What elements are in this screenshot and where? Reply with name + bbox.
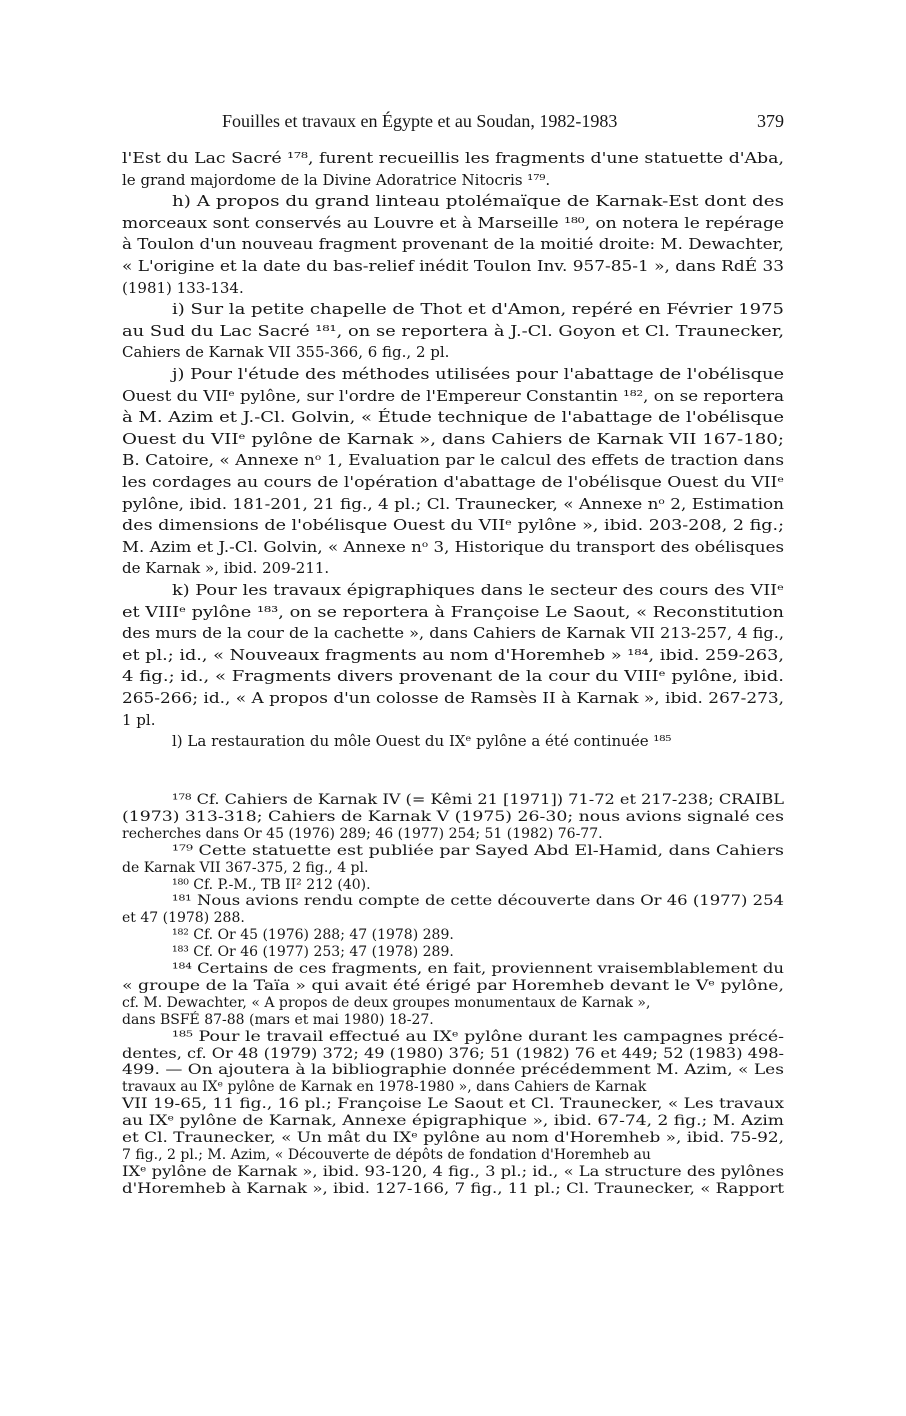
footnote-line — [122, 910, 784, 927]
footnote-line-text: ¹⁸³ Cf. Or 46 (1977) 253; 47 (1978) 289. — [172, 944, 454, 961]
footnote-line-text: d'Horemheb à Karnak », ibid. 127-166, 7 fig., 11 pl.; Cl. Traunecker, « Rapport — [122, 1180, 784, 1197]
footnote-line — [122, 1130, 784, 1147]
body-line-text: à Toulon d'un nouveau fragment provenant de la moitié droite: M. Dewachter, — [122, 235, 784, 254]
footnote-line — [122, 1113, 784, 1130]
body-line-text: morceaux sont conservés au Louvre et à Marseille ¹⁸⁰, on notera le repérage — [122, 213, 784, 232]
body-line — [172, 581, 784, 603]
body-line-text: les cordages au cours de l'opération d'abattage de l'obélisque Ouest du VIIᵉ — [122, 473, 784, 491]
footnote-line-text: et 47 (1978) 288. — [122, 910, 245, 927]
footnote-line — [122, 1147, 784, 1164]
body-line-text: k) Pour les travaux épigraphiques dans le secteur des cours des VIIᵉ — [172, 581, 784, 599]
body-line — [122, 149, 784, 171]
body-line-text: j) Pour l'étude des méthodes utilisées pour l'abattage de l'obélisque — [172, 365, 784, 383]
body-line — [122, 473, 784, 495]
footnote-line-text: ¹⁸¹ Nous avions rendu compte de cette découverte dans Or 46 (1977) 254 — [172, 893, 784, 910]
body-line-text: 1 pl. — [122, 710, 156, 729]
body-line — [122, 495, 784, 517]
footnote-line — [172, 944, 784, 961]
body-line-text: 265-266; id., « A propos d'un colosse de Ramsès II à Karnak », ibid. 267-273, — [122, 689, 784, 707]
body-line-text: au Sud du Lac Sacré ¹⁸¹, on se reportera à J.-Cl. Goyon et Cl. Traunecker, — [122, 321, 784, 340]
body-line-text: des dimensions de l'obélisque Ouest du VIIᵉ pylône », ibid. 203-208, 2 fig.; — [122, 516, 784, 535]
body-line — [122, 667, 784, 689]
body-line — [122, 646, 784, 668]
footnote-line — [172, 877, 784, 894]
footnote-line — [122, 1096, 784, 1113]
body-line — [122, 279, 784, 301]
footnote-line — [122, 1164, 784, 1181]
body-line-text: M. Azim et J.-Cl. Golvin, « Annexe nᵒ 3, Historique du transport des obélisques — [122, 537, 784, 556]
footnote-line — [122, 978, 784, 995]
footnote-line-text: 499. — On ajoutera à la bibliographie donnée précédemment M. Azim, « Les — [122, 1062, 784, 1079]
body-line-text: « L'origine et la date du bas-relief inédit Toulon Inv. 957-85-1 », dans RdÉ 33 — [122, 257, 784, 275]
body-line-text: l) La restauration du môle Ouest du IXᵉ pylône a été continuée ¹⁸⁵ — [172, 732, 672, 751]
footnote-line-text: recherches dans Or 45 (1976) 289; 46 (1977) 254; 51 (1982) 76-77. — [122, 825, 603, 842]
body-line — [122, 257, 784, 279]
body-line — [122, 711, 784, 733]
footnote-line — [172, 927, 784, 944]
footnote-line-text: « groupe de la Taïa » qui avait été érigé par Horemheb devant le Vᵉ pylône, — [122, 977, 784, 994]
body-line-text: et pl.; id., « Nouveaux fragments au nom d'Horemheb » ¹⁸⁴, ibid. 259-263, — [122, 645, 784, 664]
body-line-text: des murs de la cour de la cachette », dans Cahiers de Karnak VII 213-257, 4 fig., — [122, 624, 784, 643]
footnote-line — [172, 961, 784, 978]
body-line-text: h) A propos du grand linteau ptolémaïque de Karnak-Est dont des — [172, 192, 784, 211]
body-line-text: 4 fig.; id., « Fragments divers provenant de la cour du VIIIᵉ pylône, ibid. — [122, 667, 784, 686]
footnote-line-text: ¹⁸² Cf. Or 45 (1976) 288; 47 (1978) 289. — [172, 927, 454, 944]
body-line — [122, 430, 784, 452]
footnote-line — [122, 1181, 784, 1198]
footnote-line-text: ¹⁷⁹ Cette statuette est publiée par Sayed Abd El-Hamid, dans Cahiers — [172, 842, 784, 859]
footnote-line-text: ¹⁸⁰ Cf. P.-M., TB II² 212 (40). — [172, 876, 371, 893]
footnote-line — [172, 1029, 784, 1046]
footnote-line-text: dans BSFÉ 87-88 (mars et mai 1980) 18-27. — [122, 1011, 434, 1028]
footnote-line-text: travaux au IXᵉ pylône de Karnak en 1978-1980 », dans Cahiers de Karnak — [122, 1079, 647, 1096]
body-line — [172, 300, 784, 322]
body-line — [122, 214, 784, 236]
footnote-line-text: ¹⁸⁴ Certains de ces fragments, en fait, proviennent vraisemblablement du — [172, 961, 784, 977]
body-line-text: et VIIIᵉ pylône ¹⁸³, on se reportera à Françoise Le Saout, « Reconstitution — [122, 602, 784, 621]
body-line — [122, 322, 784, 344]
body-line-text: l'Est du Lac Sacré ¹⁷⁸, furent recueillis les fragments d'une statuette d'Aba, — [122, 149, 784, 167]
footnote-line — [122, 1079, 784, 1096]
footnote-line-text: ¹⁷⁸ Cf. Cahiers de Karnak IV (= Kêmi 21 [1971]) 71-72 et 217-238; CRAIBL — [172, 792, 784, 808]
body-line — [122, 538, 784, 560]
footnote-line-text: de Karnak VII 367-375, 2 fig., 4 pl. — [122, 859, 369, 876]
footnote-line — [122, 995, 784, 1012]
footnote-line-text: (1973) 313-318; Cahiers de Karnak V (1975) 26-30; nous avions signalé ces — [122, 808, 784, 825]
footnote-line — [172, 843, 784, 860]
body-line — [122, 235, 784, 257]
body-line-text: Ouest du VIIᵉ pylône, sur l'ordre de l'Empereur Constantin ¹⁸², on se reportera — [122, 386, 785, 405]
footnote-line — [122, 1012, 784, 1029]
footnote-line-text: ¹⁸⁵ Pour le travail effectué au IXᵉ pylône durant les campagnes précé- — [172, 1028, 784, 1045]
footnote-line — [172, 893, 784, 910]
footnote-line-text: VII 19-65, 11 fig., 16 pl.; Françoise Le Saout et Cl. Traunecker, « Les travaux — [122, 1096, 784, 1113]
body-line-text: le grand majordome de la Divine Adoratrice Nitocris ¹⁷⁹. — [122, 170, 551, 189]
body-line-text: B. Catoire, « Annexe nᵒ 1, Evaluation par le calcul des effets de traction dans — [122, 451, 784, 470]
footnote-line — [122, 1046, 784, 1063]
footnote-line — [122, 860, 784, 877]
body-line — [122, 343, 784, 365]
body-line-text: Ouest du VIIᵉ pylône de Karnak », dans Cahiers de Karnak VII 167-180; — [122, 429, 784, 448]
body-line-text: pylône, ibid. 181-201, 21 fig., 4 pl.; Cl. Traunecker, « Annexe nᵒ 2, Estimation — [122, 494, 784, 513]
footnote-line-text: 7 fig., 2 pl.; M. Azim, « Découverte de dépôts de fondation d'Horemheb au — [122, 1146, 651, 1163]
footnote-line — [122, 809, 784, 826]
body-line — [122, 387, 784, 409]
body-line — [122, 603, 784, 625]
footnote-line-text: et Cl. Traunecker, « Un mât du IXᵉ pylône au nom d'Horemheb », ibid. 75-92, — [122, 1130, 784, 1146]
footnote-line — [122, 826, 784, 843]
footnote-line-text: cf. M. Dewachter, « A propos de deux groupes monumentaux de Karnak », — [122, 994, 651, 1011]
footnote-line-text: au IXᵉ pylône de Karnak, Annexe épigraphique », ibid. 67-74, 2 fig.; M. Azim — [122, 1113, 784, 1130]
body-line — [122, 559, 784, 581]
body-line — [122, 451, 784, 473]
body-line-text: de Karnak », ibid. 209-211. — [122, 559, 330, 578]
running-title: Fouilles et travaux en Égypte et au Soudan, 1982-1983 — [222, 111, 618, 131]
body-line — [172, 732, 784, 754]
body-line-text: (1981) 133-134. — [122, 278, 244, 297]
page-number: 379 — [757, 111, 784, 131]
body-line — [172, 365, 784, 387]
body-line — [122, 689, 784, 711]
body-line-text: i) Sur la petite chapelle de Thot et d'Amon, repéré en Février 1975 — [172, 300, 784, 319]
running-header — [122, 111, 784, 135]
body-line — [122, 408, 784, 430]
body-line — [122, 171, 784, 193]
footnote-line-text: dentes, cf. Or 48 (1979) 372; 49 (1980) 376; 51 (1982) 76 et 449; 52 (1983) 498- — [122, 1045, 784, 1062]
body-line-text: à M. Azim et J.-Cl. Golvin, « Étude technique de l'abattage de l'obélisque — [122, 408, 784, 427]
footnote-line-text: IXᵉ pylône de Karnak », ibid. 93-120, 4 fig., 3 pl.; id., « La structure des pylônes — [122, 1163, 784, 1180]
body-line — [122, 624, 784, 646]
footnote-line — [172, 792, 784, 809]
body-line — [172, 192, 784, 214]
footnote-line — [122, 1062, 784, 1079]
body-line-text: Cahiers de Karnak VII 355-366, 6 fig., 2 pl. — [122, 343, 450, 362]
body-line — [122, 516, 784, 538]
